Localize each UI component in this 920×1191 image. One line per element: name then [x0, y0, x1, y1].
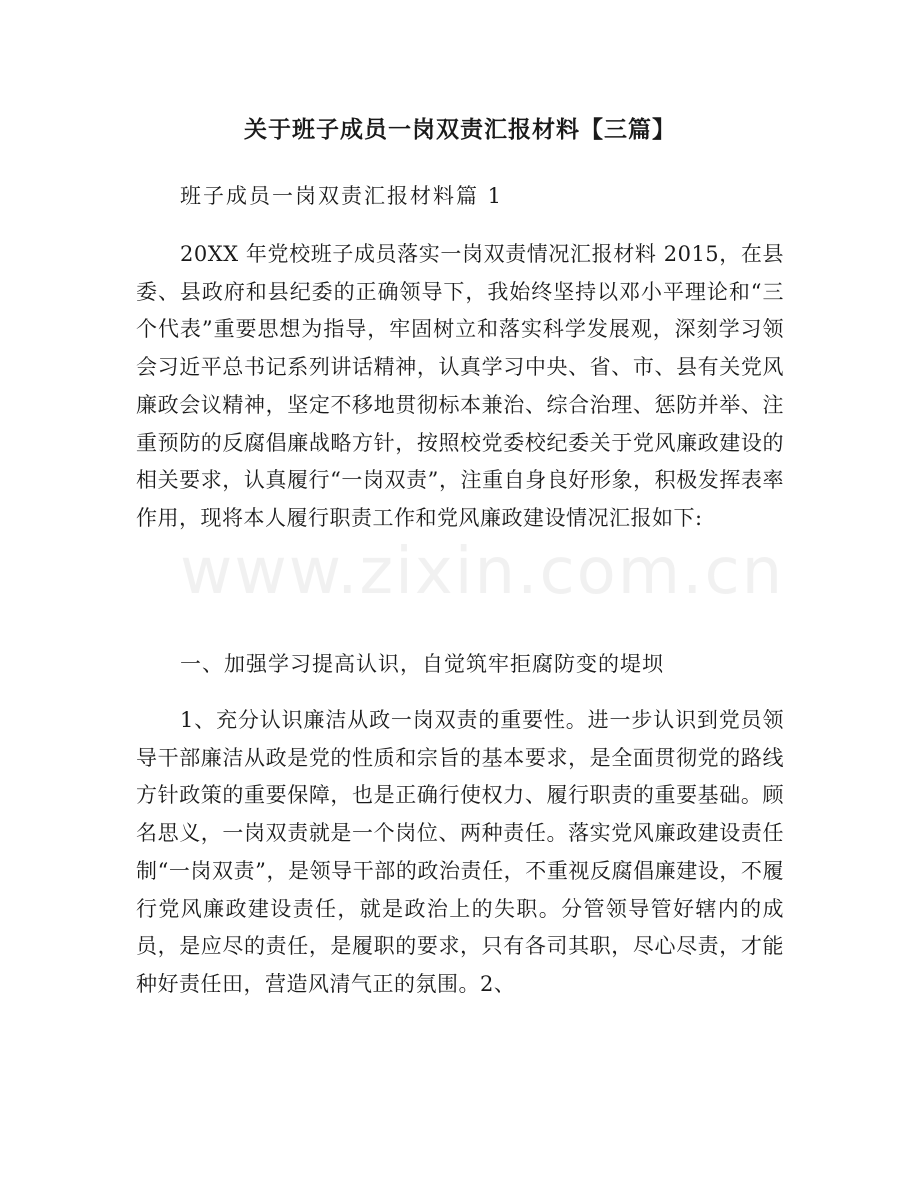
- body-paragraph-2: 1、充分认识廉洁从政一岗双责的重要性。进一步认识到党员领导干部廉洁从政是党的性质和宗旨的基本要求，是全面贯彻党的路线方针政策的重要保障，也是正确行使权力、履行职责的重要基础。顾名思义，一岗双责就是一个岗位、两种责任。落实党风廉政建设责任制“一岗双责”，是领导干部的政治责任，不重视反腐倡廉建设，不履行党风廉政建设责任，就是政治上的失职。分管领导管好辖内的成员，是应尽的责任，是履职的要求，只有各司其职，尽心尽责，才能种好责任田，营造风清气正的氛围。2、: [136, 708, 784, 996]
- watermark: www.zixin.com.cn: [180, 535, 785, 609]
- section-heading-1: 一、加强学习提高认识，自觉筑牢拒腐防变的堤坝: [180, 652, 664, 676]
- section-subheading: 班子成员一岗双责汇报材料篇 1: [180, 184, 504, 208]
- body-paragraph-1: 20XX 年党校班子成员落实一岗双责情况汇报材料 2015，在县委、县政府和县纪委的正确领导下，我始终坚持以邓小平理论和“三个代表”重要思想为指导，牢固树立和落实科学发展观，深刻学习领会习近平总书记系列讲话精神，认真学习中央、省、市、县有关党风廉政会议精神，坚定不移地贯彻标本兼治、综合治理、惩防并举、注重预防的反腐倡廉战略方针，按照校党委校纪委关于党风廉政建设的相关要求，认真履行“一岗双责”，注重自身良好形象，积极发挥表率作用，现将本人履行职责工作和党风廉政建设情况汇报如下:: [136, 242, 784, 530]
- document-title: 关于班子成员一岗双责汇报材料【三篇】: [244, 117, 676, 143]
